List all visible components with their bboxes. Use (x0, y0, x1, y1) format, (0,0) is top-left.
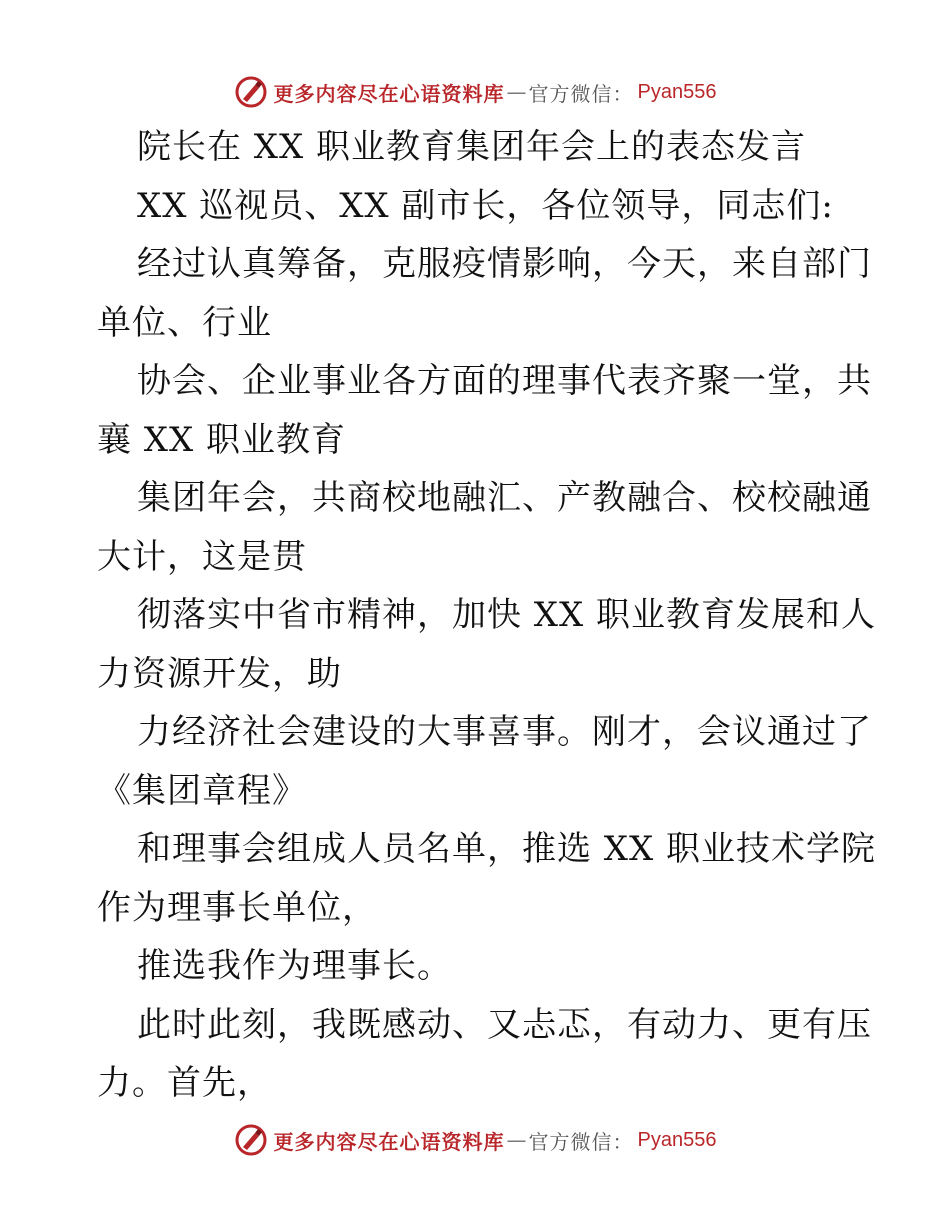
text-line: 彻落实中省市精神，加快 XX 职业教育发展和人 (137, 595, 877, 635)
text-line: 推选我作为理事长。 (137, 946, 452, 986)
banner-wechat-id: Pyan556 (637, 1128, 717, 1151)
text-line: 大计，这是贯 (97, 536, 307, 577)
banner-separator: — (506, 1128, 527, 1152)
banner-official-label: 官方微信： (528, 81, 634, 106)
text-line: 和理事会组成人员名单，推选 XX 职业技术学院 (137, 829, 877, 869)
text-line: 作为理事长单位， (97, 887, 377, 928)
text-line: 集团年会，共商校地融汇、产教融合、校校融通 (137, 478, 872, 518)
text-line: 力。首先， (97, 1063, 272, 1103)
text-line: 经过认真筹备，克服疫情影响，今天，来自部门 (137, 244, 872, 284)
banner-separator: — (506, 80, 527, 104)
brand-logo-icon (234, 75, 268, 109)
brand-logo-icon (234, 1123, 268, 1157)
text-line: 此时此刻，我既感动、又忐忑，有动力、更有压 (137, 1004, 872, 1045)
banner-brand-text: 更多内容尽在心语资料库 (273, 1129, 505, 1154)
text-line: 力经济社会建设的大事喜事。刚才，会议通过了 (137, 712, 872, 752)
banner-wechat-id: Pyan556 (637, 80, 717, 103)
text-line: 《集团章程》 (97, 770, 307, 811)
text-line: 襄 XX 职业教育 (97, 419, 347, 460)
banner-brand-text: 更多内容尽在心语资料库 (273, 81, 505, 106)
text-line: XX 巡视员、XX 副市长，各位领导，同志们: (137, 185, 834, 226)
text-line: 力资源开发，助 (97, 653, 342, 694)
document-body (97, 118, 877, 1113)
header-banner (0, 72, 950, 112)
footer-banner (0, 1120, 950, 1160)
text-line: 单位、行业 (97, 302, 272, 343)
document-title: 院长在 XX 职业教育集团年会上的表态发言 (137, 127, 807, 167)
text-line: 协会、企业事业各方面的理事代表齐聚一堂，共 (137, 361, 872, 401)
banner-official-label: 官方微信： (528, 1129, 634, 1154)
